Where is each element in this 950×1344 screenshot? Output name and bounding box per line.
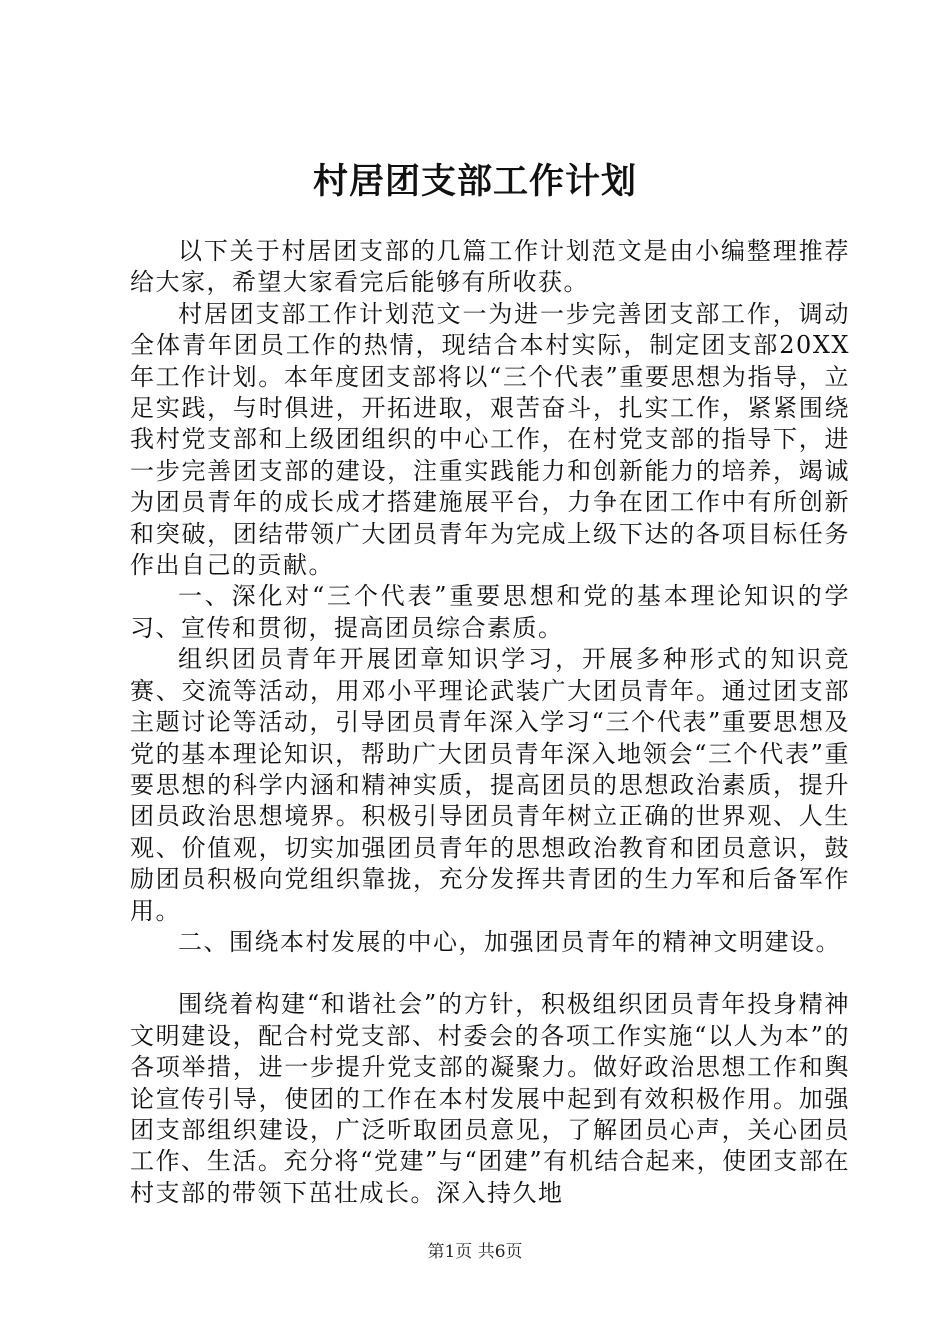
document-title: 村居团支部工作计划 — [312, 161, 637, 202]
page-number: 第1页 共6页 — [427, 1242, 523, 1262]
section-heading-two: 二、围绕本村发展的中心，加强团员青年的精神文明建设。 — [178, 927, 841, 956]
section-heading-one: 一、深化对“三个代表”重要思想和党的基本理论知识的学习、宣传和贯彻，提高团员综合素质。 — [130, 582, 850, 642]
paragraph-study: 组织团员青年开展团章知识学习，开展多种形式的知识竞赛、交流等活动，用邓小平理论武装广大团员青年。通过团支部主题讨论等活动，引导团员青年深入学习“三个代表”重要思想及党的基本理论知识，帮助广大团员青年深入地领会“三个代表”重要思想的科学内涵和精神实质，提高团员的思想政治素质，提升团员政治思想境界。积极引导团员青年树立正确的世界观、人生观、价值观，切实加强团员青年的思想政治教育和团员意识，鼓励团员积极向党组织靠拢，充分发挥共青团的生力军和后备军作用。 — [130, 645, 850, 925]
paragraph-harmony: 围绕着构建“和谐社会”的方针，积极组织团员青年投身精神文明建设，配合村党支部、村委会的各项工作实施“以人为本”的各项举措，进一步提升党支部的凝聚力。做好政治思想工作和舆论宣传引导，使团的工作在本村发展中起到有效积极作用。加强团支部组织建设，广泛听取团员意见，了解团员心声，关心团员工作、生活。充分将“党建”与“团建”有机结合起来，使团支部在村支部的带领下茁壮成长。深入持久地 — [130, 990, 850, 1207]
paragraph-intro: 以下关于村居团支部的几篇工作计划范文是由小编整理推荐给大家，希望大家看完后能够有所收获。 — [130, 237, 850, 297]
paragraph-plan-one: 村居团支部工作计划范文一为进一步完善团支部工作，调动全体青年团员工作的热情，现结合本村实际，制定团支部20XX年工作计划。本年度团支部将以“三个代表”重要思想为指导，立足实践，与时俱进，开拓进取，艰苦奋斗，扎实工作，紧紧围绕我村党支部和上级团组织的中心工作，在村党支部的指导下，进一步完善团支部的建设，注重实践能力和创新能力的培养，竭诚为团员青年的成长成才搭建施展平台，力争在团工作中有所创新和突破，团结带领广大团员青年为完成上级下达的各项目标任务作出自己的贡献。 — [130, 299, 850, 580]
document-body — [130, 236, 850, 1209]
